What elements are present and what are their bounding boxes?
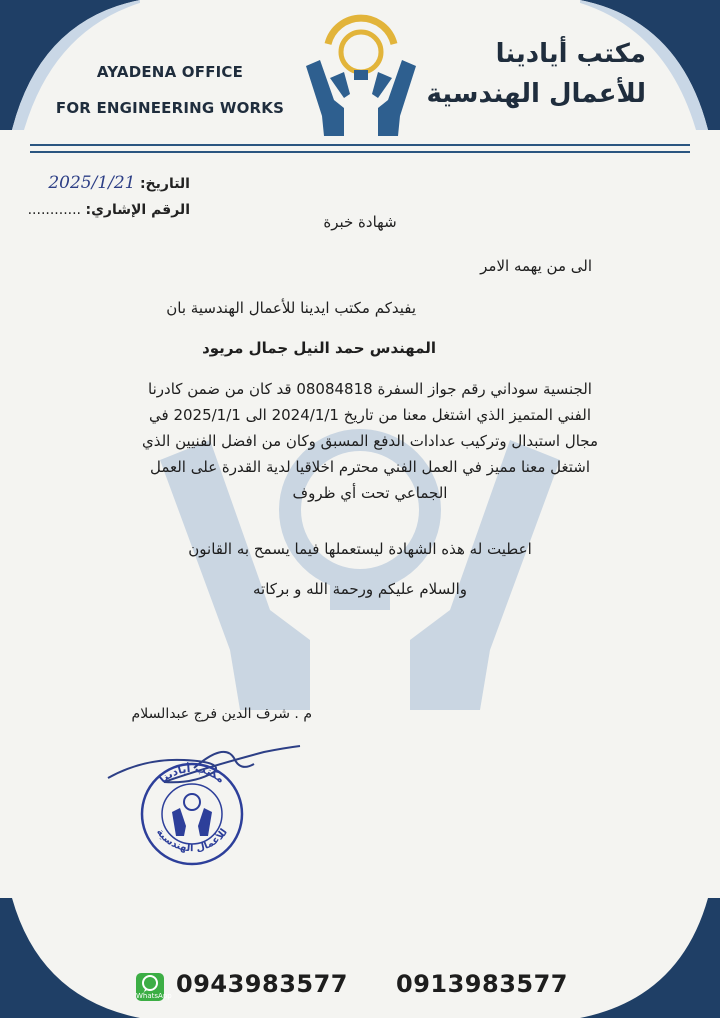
body-line-2: الفني المتميز الذي اشتغل معنا من تاريخ 2024/1/1 الى 2025/1/1 في — [148, 406, 591, 424]
phone-number-whatsapp: 0943983577 — [176, 970, 348, 998]
grant-line: اعطيت له هذه الشهادة ليستعملها فيما يسمح به القانون — [188, 540, 532, 558]
corner-bottom-right — [580, 898, 720, 1018]
header-rule-bottom — [30, 151, 690, 153]
salutation: الى من يهمه الامر — [480, 257, 592, 275]
date-value: 2025/1/21 — [48, 173, 136, 193]
corner-bottom-left — [0, 898, 140, 1018]
office-stamp — [136, 762, 248, 866]
company-name-ar-line2: للأعمال الهندسية — [426, 79, 646, 109]
certificate-body — [110, 376, 630, 506]
certificate-title: شهادة خبرة — [323, 213, 397, 231]
company-name-en-line1: AYADENA OFFICE — [96, 63, 244, 81]
svg-text:مكتب أيادينا — [157, 762, 228, 786]
closing-line: والسلام عليكم ورحمة الله و بركاته — [253, 580, 467, 598]
body-line-3: مجال استبدال وتركيب عدادات الدفع المسبق وكان من افضل الفنيين الذي — [141, 432, 599, 450]
company-logo — [300, 8, 422, 138]
whatsapp-icon — [136, 973, 172, 1001]
signer-name: م . شرف الدين فرج عبدالسلام — [131, 706, 312, 722]
whatsapp-label: WhatsApp — [136, 992, 172, 1000]
stamp-text-top: مكتب أيادينا — [156, 762, 228, 786]
phone-number-main: 0913983577 — [396, 970, 568, 998]
company-name-ar — [427, 34, 647, 114]
body-line-4: اشتغل معنا مميز في العمل الفني محترم اخلاقيا لدية القدرة على العمل — [149, 458, 591, 476]
company-name-ar-line1: مكتب أيادينا — [495, 39, 646, 69]
body-line-5: الجماعي تحت أي ظروف — [292, 484, 448, 502]
date-row — [28, 170, 190, 197]
date-label: التاريخ: — [139, 176, 190, 192]
stamp-text-bottom: للأعمال الهندسية — [153, 826, 231, 855]
body-line-1: الجنسية سوداني رقم جواز السفرة 08084818 قد كان من ضمن كادرنا — [148, 380, 592, 398]
reference-value: ............ — [27, 202, 82, 218]
engineer-name: المهندس حمد النيل جمال مريود — [202, 339, 436, 357]
company-name-en-line2: FOR ENGINEERING WORKS — [55, 99, 285, 117]
reference-label: الرقم الإشاري: — [85, 202, 190, 218]
intro-line: يفيدكم مكتب ايدينا للأعمال الهندسية بان — [166, 299, 416, 317]
svg-text:للأعمال الهندسية — [154, 827, 230, 854]
header-rule-top — [30, 144, 690, 146]
company-name-en — [50, 54, 290, 126]
